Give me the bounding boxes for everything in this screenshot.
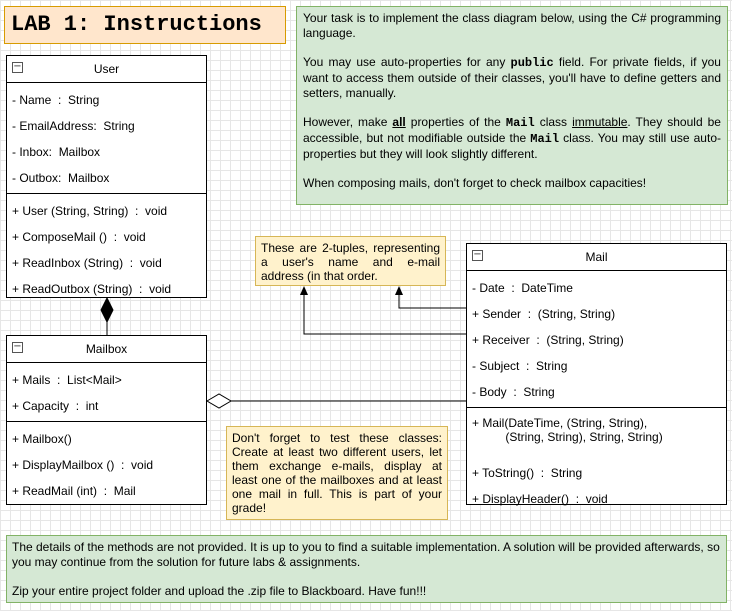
aggregation-diamond [207, 394, 231, 408]
mail-class-header [467, 244, 726, 271]
method-row: + ReadOutbox (String) : void [12, 282, 172, 296]
footer-paragraph-2: Zip your entire project folder and upload the .zip file to Blackboard. Have fun!!! [12, 584, 427, 598]
page-title: LAB 1: Instructions [4, 6, 286, 44]
user-methods [7, 193, 206, 304]
user-class [6, 55, 207, 298]
attribute-row: + Receiver : (String, String) [472, 333, 624, 347]
method-row: + DisplayMailbox () : void [12, 458, 154, 472]
tuples-note: These are 2-tuples, representing a user's name and e-mail address (in that order. [255, 236, 446, 286]
instructions-paragraph-4: When composing mails, don't forget to check mailbox capacities! [303, 176, 647, 190]
instructions-note [296, 6, 728, 205]
collapse-icon[interactable]: − [13, 61, 22, 72]
mailbox-class-header [7, 336, 206, 363]
attribute-row: - Subject : String [472, 359, 568, 373]
user-attributes [7, 83, 206, 193]
mailbox-attributes [7, 363, 206, 421]
sender-arrow-head [395, 286, 403, 295]
user-class-name: User [93, 62, 120, 76]
instructions-paragraph-3: However, make all properties of the Mail class immutable. They should be accessible, but not modifiable outside the Mail class. You may still use auto-properties but they will look slightly different. [303, 115, 721, 161]
method-row: + DisplayHeader() : void [472, 492, 608, 506]
user-class-header [7, 56, 206, 83]
constructor-row: + Mail(DateTime, (String, String), (String, String), String, String) [472, 416, 663, 444]
attribute-row: + Sender : (String, String) [472, 307, 616, 321]
attribute-row: - Date : DateTime [472, 281, 573, 295]
attribute-row: - Name : String [12, 93, 100, 107]
attribute-row: - Outbox: Mailbox [12, 171, 110, 185]
attribute-row: - EmailAddress: String [12, 119, 135, 133]
attribute-row: - Body : String [472, 385, 555, 399]
testing-note: Don't forget to test these classes: Create at least two different users, let them exchange e-mails, display at least one of the mailboxes and at least one mail in full. This is part of your grade! [226, 426, 448, 520]
method-row: + ComposeMail () : void [12, 230, 146, 244]
footer-note [6, 535, 727, 603]
method-row: + ReadMail (int) : Mail [12, 484, 136, 498]
receiver-arrow-head [300, 286, 308, 295]
instructions-paragraph-2: You may use auto-properties for any public field. For private fields, if you want to access them outside of their classes, you'll have to define getters and setters, manually. [303, 55, 721, 100]
collapse-icon[interactable]: − [13, 341, 22, 352]
method-row: + ToString() : String [472, 466, 583, 480]
method-row: + Mailbox() [12, 432, 72, 446]
mailbox-class [6, 335, 207, 505]
receiver-note-connector [304, 288, 466, 334]
method-row: + User (String, String) : void [12, 204, 168, 218]
footer-paragraph-1: The details of the methods are not provided. It is up to you to find a suitable implementation. A solution will be provided afterwards, so you may continue from the solution for future labs & assignments. [12, 540, 720, 569]
method-row: + ReadInbox (String) : void [12, 256, 162, 270]
attribute-row: + Capacity : int [12, 399, 99, 413]
mail-class [466, 243, 727, 505]
collapse-icon[interactable]: − [473, 249, 482, 260]
attribute-row: + Mails : List<Mail> [12, 373, 122, 387]
instructions-paragraph-1: Your task is to implement the class diagram below, using the C# programming language. [303, 11, 721, 40]
mailbox-class-name: Mailbox [85, 342, 128, 356]
mail-methods [467, 407, 726, 514]
sender-note-connector [399, 288, 466, 308]
mail-class-name: Mail [585, 250, 608, 264]
attribute-row: - Inbox: Mailbox [12, 145, 101, 159]
mailbox-methods [7, 421, 206, 506]
mail-attributes [467, 271, 726, 407]
